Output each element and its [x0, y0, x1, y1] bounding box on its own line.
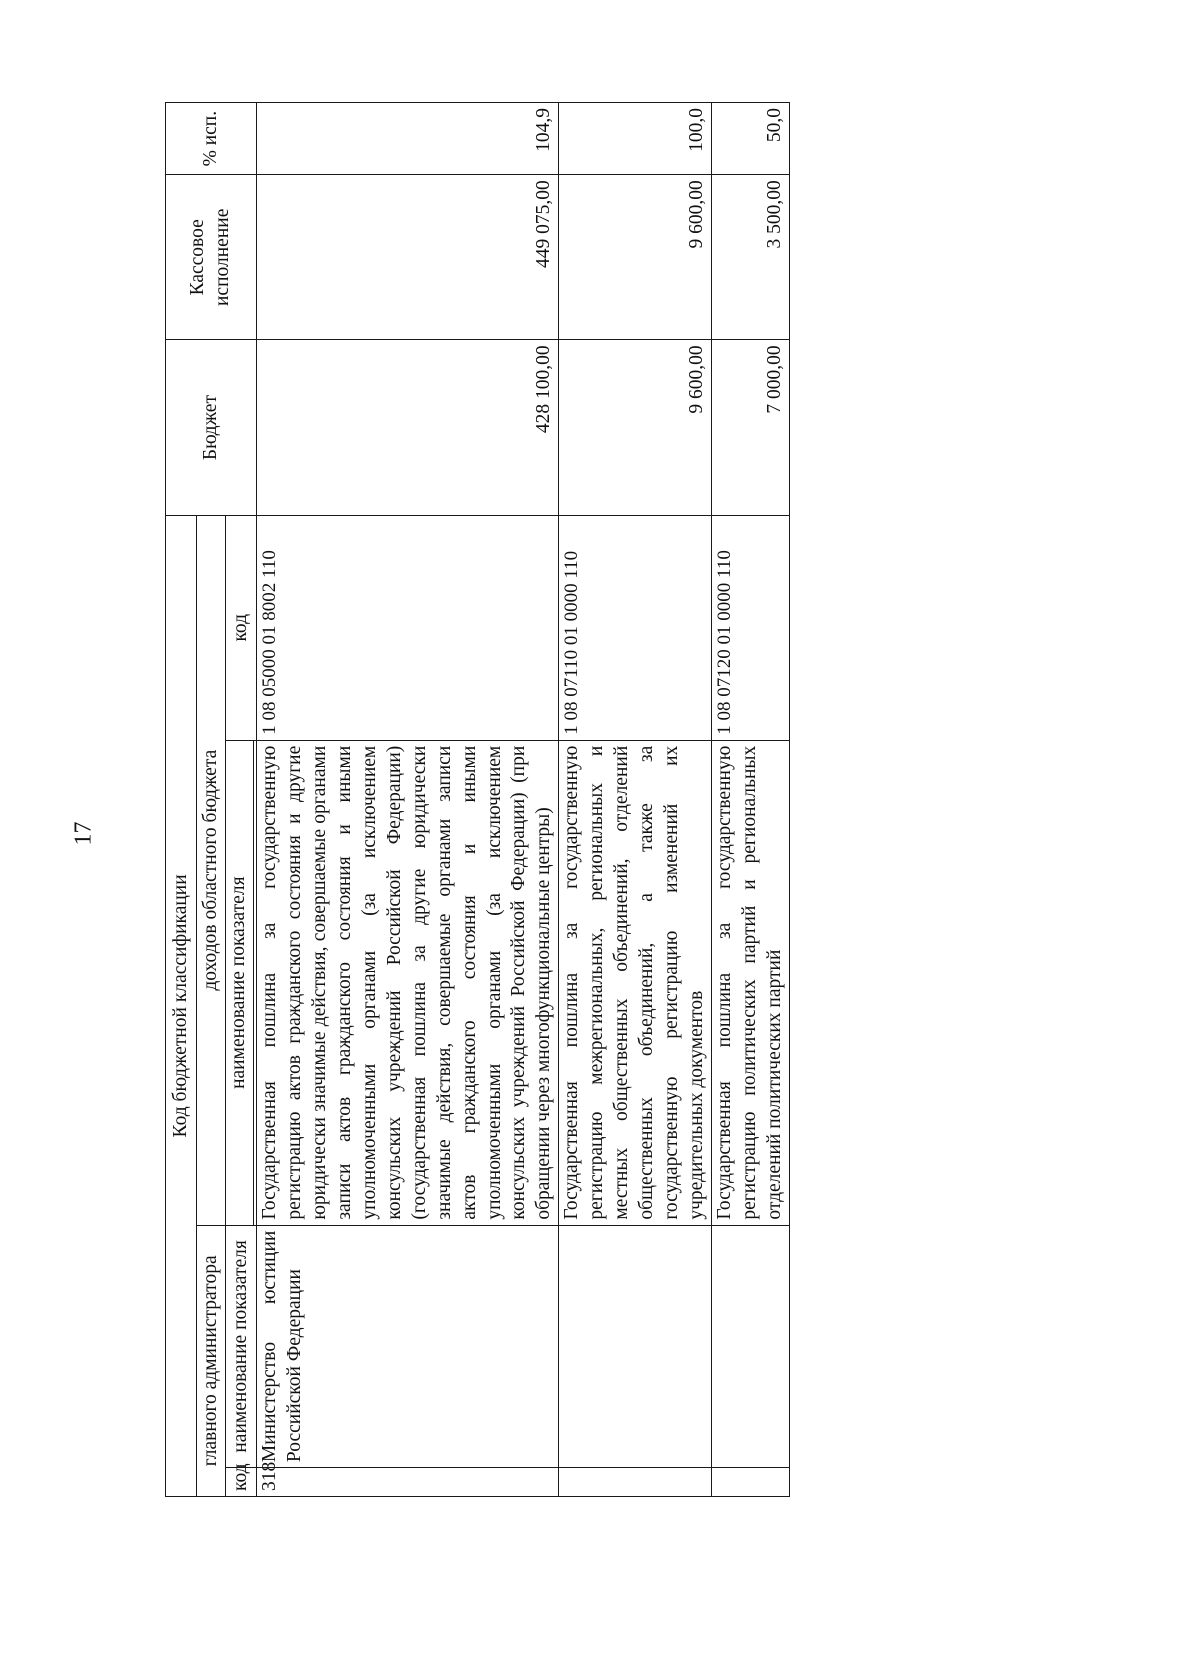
table-row	[559, 103, 712, 1497]
admin-name-cell	[559, 1225, 712, 1467]
admin-code-cell	[712, 1468, 790, 1497]
header-income-group: доходов областного бюджета	[197, 515, 226, 1225]
execution-cell: 449 075,00	[256, 175, 558, 340]
income-name-cell: Государственная пошлина за государственную регистрацию актов гражданского состояния и другие юридически значимые действия, совершаемые органами записи актов гражданского состояния и иными уполномоченными органами (за исключением консульских учреждений Российской Федерации) (государственная пошлина за другие юридически значимые действия, совершаемые органами записи актов гражданского состояния и иными уполномоченными органами (за исключением консульских учреждений Российской Федерации) (при обращении через многофункциональные центры)	[256, 740, 558, 1225]
rotated-table-sheet	[165, 102, 1080, 1497]
table-row	[256, 103, 558, 1497]
percent-cell: 104,9	[256, 103, 558, 175]
header-admin-name: наименование показателя	[226, 1225, 257, 1467]
income-name-cell: Государственная пошлина за государственную регистрацию политических партий и региональных отделений политических партий	[712, 740, 790, 1225]
header-income-name: наименование показателя	[226, 740, 254, 1225]
header-percent: % исп.	[166, 103, 257, 175]
percent-cell: 100,0	[559, 103, 712, 175]
budget-cell: 9 600,00	[559, 340, 712, 515]
percent-cell: 50,0	[712, 103, 790, 175]
admin-name-cell: Министерство юстиции Российской Федерации	[256, 1225, 558, 1467]
income-code-cell: 1 08 07110 01 0000 110	[559, 515, 712, 740]
header-admin-group: главного администратора	[197, 1225, 226, 1496]
table-container	[165, 102, 1080, 1497]
budget-table	[165, 102, 790, 1497]
admin-code-cell	[559, 1468, 712, 1497]
header-budget: Бюджет	[166, 340, 257, 515]
income-name-cell: Государственная пошлина за государственную регистрацию межрегиональных, региональных и местных общественных объединений, отделений общественных объединений, а также за государственную регистрацию изменений их учредительных документов	[559, 740, 712, 1225]
header-classification-code: Код бюджетной классификации	[166, 515, 197, 1496]
execution-cell: 3 500,00	[712, 175, 790, 340]
budget-cell: 428 100,00	[256, 340, 558, 515]
page-number: 17	[70, 821, 97, 846]
income-code-cell: 1 08 07120 01 0000 110	[712, 515, 790, 740]
execution-cell: 9 600,00	[559, 175, 712, 340]
admin-code-cell: 318	[256, 1468, 558, 1497]
header-admin-code: код	[226, 1468, 257, 1497]
header-execution: Кассовое исполнение	[166, 175, 257, 340]
admin-name-cell	[712, 1225, 790, 1467]
header-income-code: код	[226, 515, 257, 740]
table-row	[712, 103, 790, 1497]
income-code-cell: 1 08 05000 01 8002 110	[256, 515, 558, 740]
budget-cell: 7 000,00	[712, 340, 790, 515]
